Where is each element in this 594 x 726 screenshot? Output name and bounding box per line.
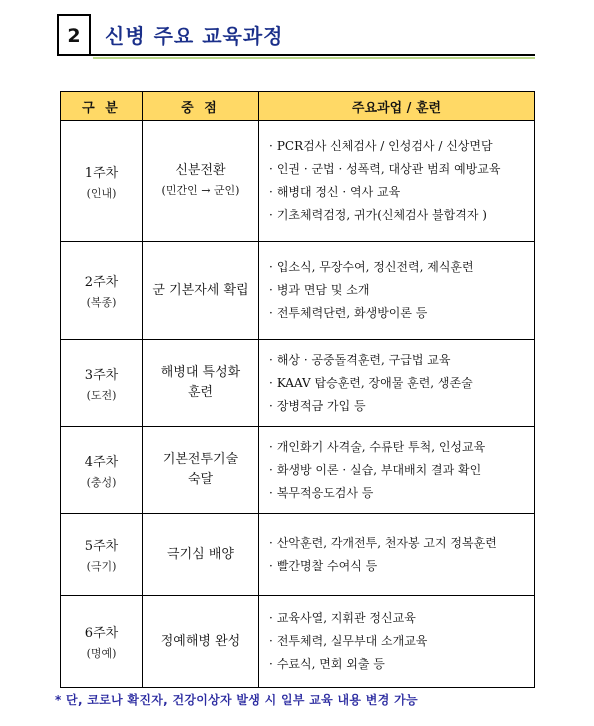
bullet-icon: ·	[269, 485, 273, 500]
focus-label: 해병대 특성화	[160, 365, 241, 380]
table-header-row	[61, 92, 535, 121]
bullet-icon: ·	[269, 283, 273, 297]
week-label: 4주차	[84, 454, 119, 470]
focus-label: 군 기본자세 확립	[152, 282, 249, 298]
tasks-cell	[259, 427, 535, 514]
list-item	[269, 372, 534, 395]
bullet-icon: ·	[269, 462, 273, 477]
week-label: 6주차	[84, 626, 119, 641]
focus-label: 정예해병 완성	[160, 633, 241, 649]
bullet-icon: ·	[269, 611, 273, 625]
list-item	[269, 653, 534, 676]
list-item	[269, 436, 534, 459]
task-text: 빨간명찰 수여식 등	[276, 558, 378, 573]
task-list	[269, 532, 534, 578]
task-list	[269, 256, 534, 325]
bullet-icon: ·	[269, 535, 273, 550]
bullet-icon: ·	[269, 185, 273, 199]
list-item	[269, 204, 534, 227]
list-item	[269, 349, 534, 372]
task-text: 산악훈련, 각개전투, 천자봉 고지 정복훈련	[276, 535, 497, 550]
week-cell	[61, 427, 143, 514]
focus-sub: 훈련	[187, 385, 214, 400]
bullet-icon: ·	[269, 398, 273, 413]
week-stage: (복종)	[86, 296, 117, 309]
task-text: 기초체력검정, 귀가(신체검사 불합격자 )	[276, 208, 487, 222]
table-row	[61, 340, 535, 427]
table-row	[61, 121, 535, 242]
list-item	[269, 135, 534, 158]
focus-cell	[143, 596, 259, 688]
focus-label: 기본전투기술	[162, 452, 239, 467]
week-stage: (도전)	[86, 388, 117, 402]
list-item	[269, 607, 534, 630]
week-label: 3주차	[84, 367, 119, 383]
list-item	[269, 555, 534, 578]
table-row	[61, 596, 535, 688]
task-text: PCR검사 신체검사 / 인성검사 / 신상면담	[276, 139, 493, 153]
bullet-icon: ·	[269, 139, 273, 153]
task-text: KAAV 탑승훈련, 장애물 훈련, 생존술	[276, 375, 473, 390]
title-underline	[91, 54, 535, 56]
list-item	[269, 532, 534, 555]
list-item	[269, 279, 534, 302]
bullet-icon: ·	[269, 439, 273, 454]
list-item	[269, 181, 534, 204]
header-focus: 중 점	[143, 92, 259, 121]
bullet-icon: ·	[269, 260, 273, 274]
focus-sub: (민간인 → 군인)	[161, 184, 240, 197]
focus-cell	[143, 514, 259, 596]
list-item	[269, 459, 534, 482]
task-text: 인권 · 군법 · 성폭력, 대상관 범죄 예방교육	[276, 162, 501, 176]
bullet-icon: ·	[269, 208, 273, 222]
section-title: 신병 주요 교육과정	[105, 24, 284, 48]
focus-cell	[143, 427, 259, 514]
task-text: 전투체력단련, 화생방이론 등	[276, 306, 428, 320]
focus-cell	[143, 340, 259, 427]
tasks-cell	[259, 596, 535, 688]
bullet-icon: ·	[269, 306, 273, 320]
task-text: 수료식, 면회 외출 등	[276, 657, 385, 671]
week-stage: (명예)	[86, 647, 117, 660]
tasks-cell	[259, 242, 535, 340]
list-item	[269, 395, 534, 418]
focus-cell	[143, 242, 259, 340]
focus-sub: 숙달	[187, 472, 214, 487]
week-stage: (극기)	[86, 560, 117, 573]
list-item	[269, 302, 534, 325]
footnote: * 단, 코로나 확진자, 건강이상자 발생 시 일부 교육 내용 변경 가능	[55, 693, 418, 707]
bullet-icon: ·	[269, 634, 273, 648]
tasks-cell	[259, 121, 535, 242]
task-text: 장병적금 가입 등	[276, 398, 366, 413]
week-stage: (충성)	[86, 475, 117, 489]
tasks-cell	[259, 340, 535, 427]
bullet-icon: ·	[269, 558, 273, 573]
task-text: 병과 면담 및 소개	[276, 283, 370, 297]
task-text: 입소식, 무장수여, 정신전력, 제식훈련	[276, 260, 474, 274]
list-item	[269, 158, 534, 181]
training-schedule-table	[60, 91, 535, 688]
task-text: 개인화기 사격술, 수류탄 투척, 인성교육	[276, 439, 486, 454]
list-item	[269, 630, 534, 653]
week-cell	[61, 242, 143, 340]
task-text: 교육사열, 지휘관 정신교육	[276, 611, 416, 625]
week-stage: (인내)	[86, 186, 117, 200]
week-cell	[61, 121, 143, 242]
focus-label: 극기심 배양	[167, 546, 234, 562]
task-list	[269, 349, 534, 418]
task-text: 해상 · 공중돌격훈련, 구급법 교육	[276, 352, 451, 367]
tasks-cell	[259, 514, 535, 596]
section-number: 2	[57, 14, 91, 56]
week-cell	[61, 340, 143, 427]
table-row	[61, 427, 535, 514]
bullet-icon: ·	[269, 162, 273, 176]
table-row	[61, 514, 535, 596]
section-header	[57, 14, 535, 58]
bullet-icon: ·	[269, 657, 273, 671]
header-category: 구 분	[61, 92, 143, 121]
task-text: 화생방 이론 · 실습, 부대배치 결과 확인	[276, 462, 482, 477]
title-underline-accent	[93, 57, 535, 59]
focus-cell	[143, 121, 259, 242]
week-cell	[61, 596, 143, 688]
task-text: 전투체력, 실무부대 소개교육	[276, 634, 428, 648]
list-item	[269, 482, 534, 505]
task-list	[269, 607, 534, 676]
table-row	[61, 242, 535, 340]
task-text: 해병대 정신 · 역사 교육	[276, 185, 401, 199]
week-label: 5주차	[84, 539, 119, 554]
task-list	[269, 135, 534, 227]
task-list	[269, 436, 534, 505]
header-tasks: 주요과업 / 훈련	[259, 92, 535, 121]
week-label: 2주차	[84, 275, 119, 290]
week-cell	[61, 514, 143, 596]
focus-label: 신분전환	[175, 163, 226, 178]
list-item	[269, 256, 534, 279]
bullet-icon: ·	[269, 375, 273, 390]
week-label: 1주차	[84, 165, 119, 181]
bullet-icon: ·	[269, 352, 273, 367]
task-text: 복무적응도검사 등	[276, 485, 374, 500]
